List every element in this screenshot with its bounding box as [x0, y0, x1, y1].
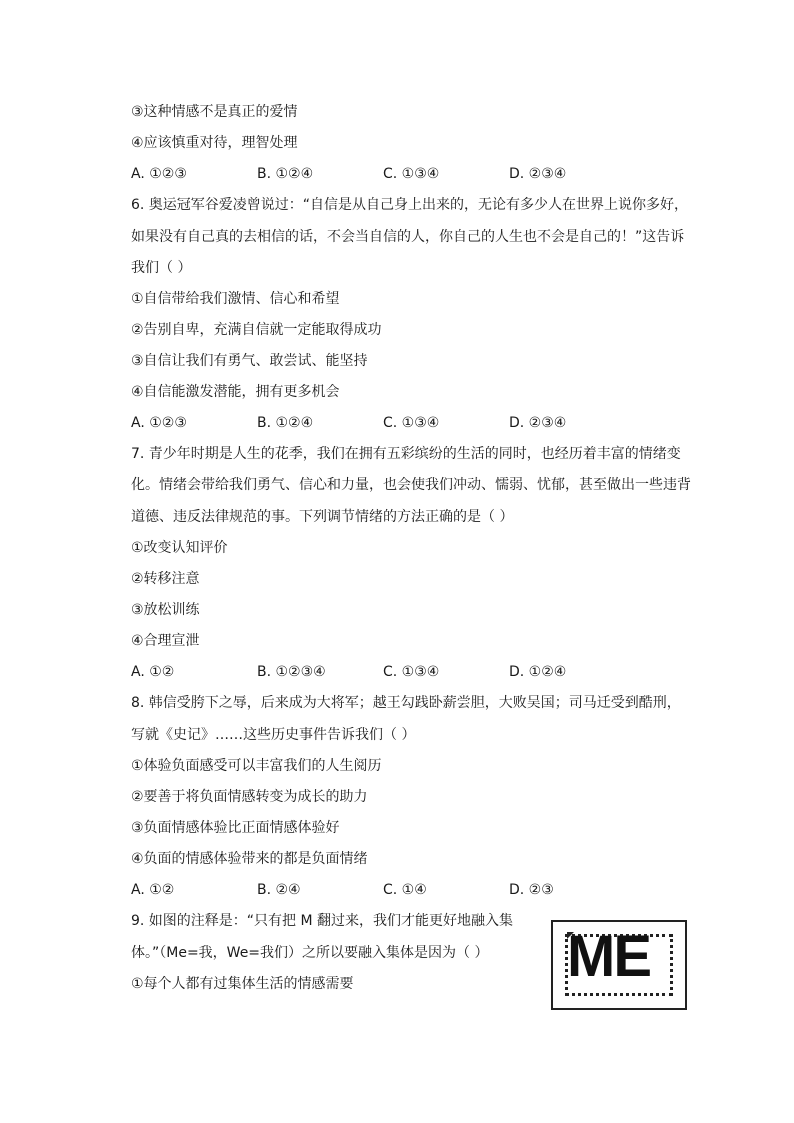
- option-b: B. ①②④: [257, 166, 314, 182]
- question-9: 9. 如图的注释是：“只有把 M 翻过来，我们才能更好地融入集: [131, 913, 514, 929]
- text-line: ③负面情感体验比正面情感体验好: [131, 820, 340, 836]
- text-line: ④应该慎重对待，理智处理: [131, 135, 298, 151]
- option-a: A. ①②③: [131, 166, 187, 182]
- text-line: 我们（ ）: [131, 260, 192, 276]
- option-b: B. ①②④: [257, 415, 314, 431]
- text-line: ①改变认知评价: [131, 540, 228, 556]
- text-line: ④自信能激发潜能，拥有更多机会: [131, 384, 340, 400]
- text-line: ②告别自卑，充满自信就一定能取得成功: [131, 322, 382, 338]
- option-a: A. ①②: [131, 664, 175, 680]
- text-line: 道德、违反法律规范的事。下列调节情绪的方法正确的是（ ）: [131, 509, 514, 525]
- text-line: 如果没有自己真的去相信的话，不会当自信的人，你自己的人生也不会是自己的！”这告诉: [131, 229, 685, 245]
- option-d: D. ②③: [509, 882, 554, 898]
- text-line: ④负面的情感体验带来的都是负面情绪: [131, 851, 368, 867]
- text-line: 体。”（Me=我，We=我们）之所以要融入集体是因为（ ）: [131, 945, 489, 961]
- me-figure-text: ME: [567, 924, 650, 989]
- text-line: ③自信让我们有勇气、敢尝试、能坚持: [131, 353, 368, 369]
- option-d: D. ②③④: [509, 415, 567, 431]
- question-7: 7. 青少年时期是人生的花季，我们在拥有五彩缤纷的生活的同时，也经历着丰富的情绪变: [131, 446, 681, 462]
- option-d: D. ①②④: [509, 664, 567, 680]
- me-figure: [551, 920, 687, 1010]
- text-line: ③放松训练: [131, 602, 200, 618]
- option-a: A. ①②: [131, 882, 175, 898]
- text-line: ①每个人都有过集体生活的情感需要: [131, 976, 354, 992]
- option-c: C. ①③④: [383, 415, 440, 431]
- option-c: C. ①③④: [383, 166, 440, 182]
- text-line: ①自信带给我们激情、信心和希望: [131, 291, 340, 307]
- text-line: 写就《史记》……这些历史事件告诉我们（ ）: [131, 727, 416, 743]
- option-c: C. ①④: [383, 882, 427, 898]
- text-line: ④合理宣泄: [131, 633, 200, 649]
- text-line: ②转移注意: [131, 571, 200, 587]
- option-b: B. ①②③④: [257, 664, 326, 680]
- question-6: 6. 奥运冠军谷爱凌曾说过：“自信是从自己身上出来的，无论有多少人在世界上说你多好，: [131, 197, 689, 213]
- text-line: 化。情绪会带给我们勇气、信心和力量，也会使我们冲动、懦弱、忧郁，甚至做出一些违背: [131, 477, 691, 493]
- text-line: ①体验负面感受可以丰富我们的人生阅历: [131, 758, 382, 774]
- question-8: 8. 韩信受胯下之辱，后来成为大将军；越王勾践卧薪尝胆，大败吴国；司马迁受到酷刑，: [131, 695, 681, 711]
- text-line: ③这种情感不是真正的爱情: [131, 104, 298, 120]
- text-line: ②要善于将负面情感转变为成长的助力: [131, 789, 368, 805]
- option-b: B. ②④: [257, 882, 301, 898]
- option-c: C. ①③④: [383, 664, 440, 680]
- option-a: A. ①②③: [131, 415, 187, 431]
- option-d: D. ②③④: [509, 166, 567, 182]
